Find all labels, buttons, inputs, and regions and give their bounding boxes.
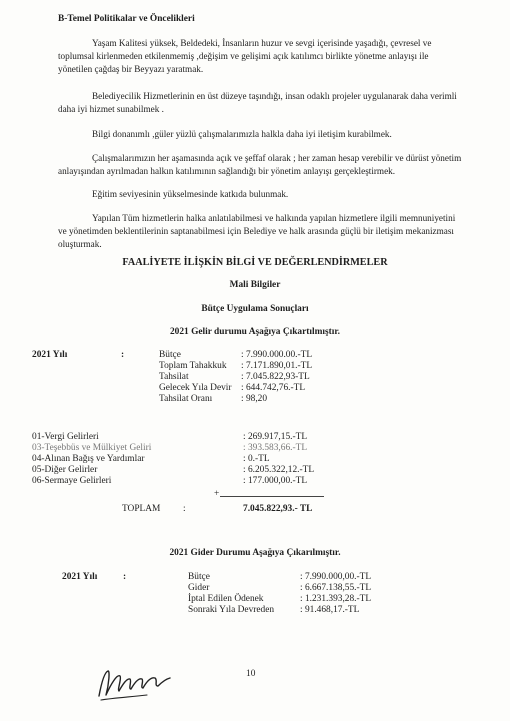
total-value: 7.045.822,93.- TL xyxy=(243,504,313,514)
paragraph-line: oluşturmak. xyxy=(58,239,102,250)
expense-summary-value: : 91.468,17.-TL xyxy=(300,605,360,615)
income-item-value: : 6.205.322,12.-TL xyxy=(243,465,315,475)
paragraph-4 xyxy=(58,152,478,178)
income-item-value: : 393.583,66.-TL xyxy=(243,443,308,453)
income-item-label: 04-Alınan Bağış ve Yardımlar xyxy=(32,454,145,464)
paragraph-line: yönetilen çağdaş bir Beyyazı yaratmak. xyxy=(58,64,204,75)
paragraph-line: ve yönetimden beklentilerinin saptanabilmesi için Belediye ve halk arasında güçlü bir iletişim mekanizması xyxy=(58,226,454,237)
total-colon: : xyxy=(183,504,186,514)
page-number: 10 xyxy=(246,669,256,679)
paragraph-6 xyxy=(58,212,478,252)
income-summary-value: : 7.990.000.00.-TL xyxy=(241,350,313,360)
main-heading: FAALİYETE İLİŞKİN BİLGİ VE DEĞERLENDİRMELER xyxy=(122,257,388,268)
income-summary-label: Tahsilat Oranı xyxy=(159,394,213,404)
plus-sign: + xyxy=(214,489,220,499)
total-divider xyxy=(220,496,324,497)
paragraph-line: daha iyi hizmet sunabilmek . xyxy=(58,104,164,115)
paragraph-1 xyxy=(58,37,478,77)
paragraph-line: Yapılan Tüm hizmetlerin halka anlatılabilmesi ve halkında yapılan hizmetlere ilgili memnuniyetini xyxy=(92,213,456,223)
income-item-label: 03-Teşebbüs ve Mülkiyet Geliri xyxy=(32,443,152,453)
expense-summary-label: İptal Edilen Ödenek xyxy=(188,594,264,604)
gelir-heading: 2021 Gelir durumu Aşağıya Çıkartılmıştır. xyxy=(169,327,341,337)
paragraph-line: anlayışından ayrılmadan halkın katılımının sağlandığı bir yönetim anlayışı gerçekleştirmek. xyxy=(58,166,396,177)
total-label: TOPLAM xyxy=(122,504,161,514)
income-item-label: 06-Sermaye Gelirleri xyxy=(32,476,112,486)
income-item-value: : 177.000,00.-TL xyxy=(243,476,308,486)
paragraph-line: Çalışmalarımızın her aşamasında açık ve şeffaf olarak ; her zaman hesap verebilir ve dürüst yönetim xyxy=(92,153,462,163)
income-year-colon: : xyxy=(121,350,125,360)
income-summary-label: Toplam Tahakkuk xyxy=(159,361,227,371)
income-summary-value: : 644.742,76.-TL xyxy=(241,383,306,393)
paragraph-2 xyxy=(58,90,478,116)
expense-year-label: 2021 Yılı xyxy=(62,572,98,582)
income-item-label: 01-Vergi Gelirleri xyxy=(32,432,99,442)
butce-heading: Bütçe Uygulama Sonuçları xyxy=(201,304,309,314)
expense-year-colon: : xyxy=(123,572,127,582)
expense-summary-value: : 1.231.393,28.-TL xyxy=(300,594,372,604)
signature xyxy=(95,662,175,706)
expense-summary-label: Sonraki Yıla Devreden xyxy=(188,605,275,615)
paragraph-line: Yaşam Kalitesi yüksek, Beldedeki, İnsanların huzur ve sevgi içerisinde yaşadığı, çevresel ve xyxy=(92,38,432,48)
paragraph-line: Bilgi donanımlı ,güler yüzlü çalışmalarımızla halkla daha iyi iletişim kurabilmek. xyxy=(92,129,392,139)
income-summary-label: Bütçe xyxy=(159,350,181,360)
expense-summary-label: Gider xyxy=(188,583,210,593)
income-summary-label: Gelecek Yıla Devir xyxy=(159,383,232,393)
paragraph-line: toplumsal kirlenmeden etkilenmemiş ,değişim ve gelişimi açık katılımcı birlikte yönetme anlayışı ile xyxy=(58,51,429,62)
income-summary-value: : 98,20 xyxy=(241,394,268,404)
expense-summary-value: : 7.990.000,00.-TL xyxy=(300,572,372,582)
income-year-label: 2021 Yılı xyxy=(32,350,68,360)
expense-summary-label: Bütçe xyxy=(188,572,210,582)
section-title: B-Temel Politikalar ve Öncelikleri xyxy=(58,14,195,24)
income-item-value: : 269.917,15.-TL xyxy=(243,432,308,442)
paragraph-5 xyxy=(58,188,478,201)
income-summary-value: : 7.045.822,93-TL xyxy=(241,372,310,382)
gider-heading: 2021 Gider Durumu Aşağıya Çıkarılmıştır. xyxy=(169,548,341,558)
paragraph-line: Eğitim seviyesinin yükselmesinde katkıda bulunmak. xyxy=(92,189,289,199)
paragraph-3 xyxy=(58,128,478,141)
income-summary-label: Tahsilat xyxy=(159,372,189,382)
income-item-value: : 0.-TL xyxy=(243,454,270,464)
income-item-label: 05-Diğer Gelirler xyxy=(32,465,98,475)
expense-summary-value: : 6.667.138,55.-TL xyxy=(300,583,372,593)
paragraph-line: Belediyecilik Hizmetlerinin en üst düzeye taşındığı, insan odaklı projeler uygulanarak daha verimli xyxy=(92,91,457,101)
income-summary-value: : 7.171.890,01.-TL xyxy=(241,361,313,371)
mali-heading: Mali Bilgiler xyxy=(229,280,281,290)
